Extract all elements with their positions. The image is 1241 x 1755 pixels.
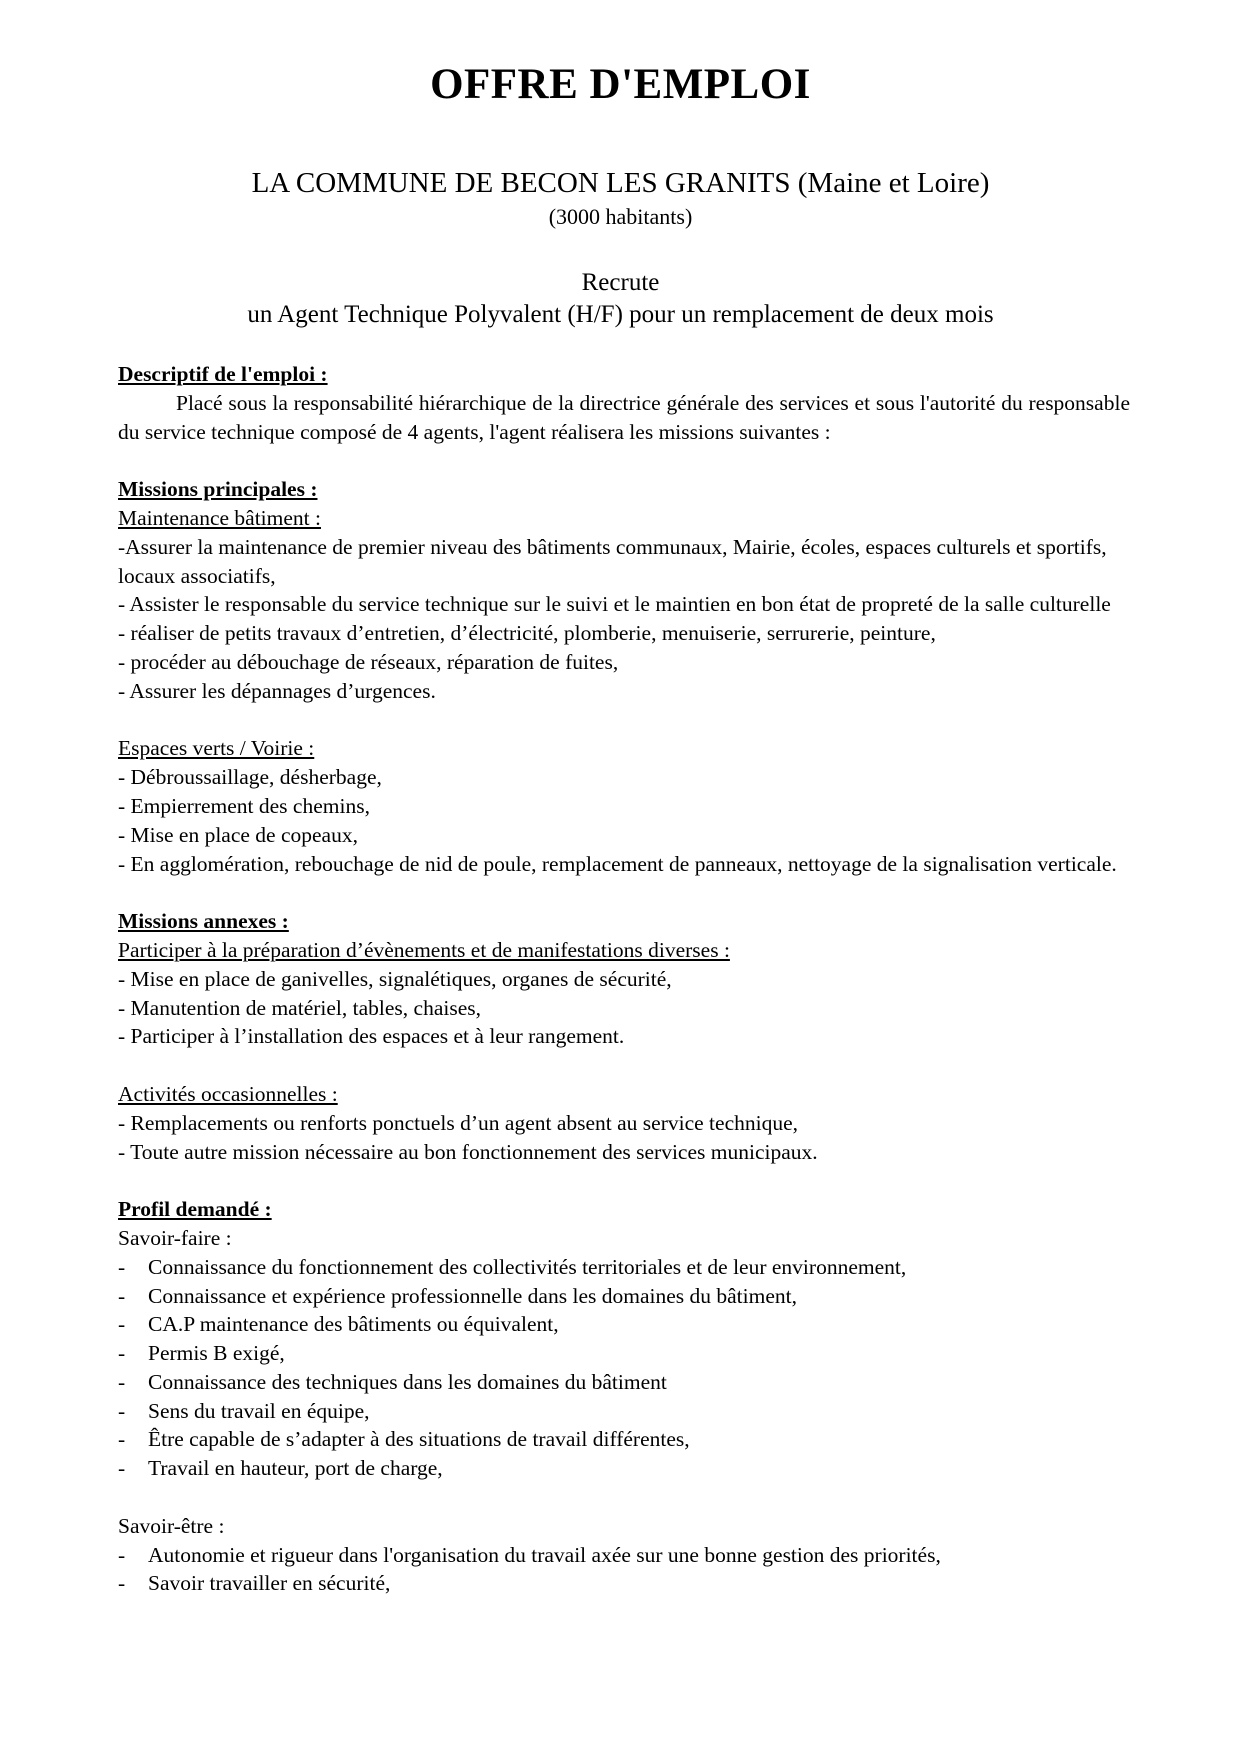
- espaces-verts-item: - En agglomération, rebouchage de nid de poule, remplacement de panneaux, nettoyage de la signalisation verticale.: [118, 851, 1117, 876]
- recruit-verb: Recrute: [581, 269, 660, 296]
- occasionnelles-item: - Remplacements ou renforts ponctuels d’un agent absent au service technique,: [118, 1110, 799, 1135]
- maintenance-item: - procéder au débouchage de réseaux, réparation de fuites,: [118, 649, 619, 674]
- list-dash: -: [118, 1254, 126, 1279]
- savoir-faire-item-text: Être capable de s’adapter à des situations de travail différentes,: [148, 1427, 690, 1452]
- evenements-item: - Mise en place de ganivelles, signalétiques, organes de sécurité,: [118, 966, 672, 991]
- list-dash: -: [118, 1369, 126, 1394]
- savoir-faire-item-text: Connaissance des techniques dans les domaines du bâtiment: [148, 1369, 667, 1394]
- evenements-item: - Manutention de matériel, tables, chaises,: [118, 995, 481, 1020]
- savoir-etre-subheading: Savoir-être :: [118, 1513, 225, 1538]
- savoir-etre-item-text: Savoir travailler en sécurité,: [148, 1571, 391, 1596]
- savoir-faire-item: [118, 1282, 1130, 1311]
- savoir-etre-item: [118, 1569, 1130, 1598]
- savoir-faire-item-text: Connaissance du fonctionnement des collectivités territoriales et de leur environnement,: [148, 1254, 907, 1279]
- maintenance-item: - réaliser de petits travaux d’entretien, d’électricité, plomberie, menuiserie, serrurerie, peinture,: [118, 621, 936, 646]
- descriptif-heading: Descriptif de l'emploi :: [118, 362, 328, 386]
- spacer: [118, 706, 1130, 735]
- list-dash: -: [118, 1456, 126, 1481]
- profil-heading: Profil demandé :: [118, 1197, 272, 1222]
- evenements-item: - Participer à l’installation des espaces et à leur rangement.: [118, 1024, 625, 1049]
- employer-name: LA COMMUNE DE BECON LES GRANITS (Maine et Loire): [251, 167, 990, 199]
- savoir-faire-item: [118, 1425, 1130, 1454]
- spacer: [118, 1166, 1130, 1195]
- savoir-faire-item: [118, 1397, 1130, 1426]
- spacer: [118, 1051, 1130, 1080]
- savoir-etre-item-text: Autonomie et rigueur dans l'organisation du travail axée sur une bonne gestion des priorités,: [148, 1542, 941, 1567]
- espaces-verts-item: - Mise en place de copeaux,: [118, 822, 358, 847]
- savoir-faire-item: [118, 1310, 1130, 1339]
- descriptif-text: Placé sous la responsabilité hiérarchique de la directrice générale des services et sous l'autorité du responsable du service technique composé de 4 agents, l'agent réalisera les missions suivantes :: [118, 390, 1130, 444]
- maintenance-subheading: Maintenance bâtiment :: [118, 505, 321, 530]
- list-dash: -: [118, 1571, 126, 1596]
- position-title: un Agent Technique Polyvalent (H/F) pour un remplacement de deux mois: [247, 301, 994, 328]
- espaces-verts-subheading: Espaces verts / Voirie :: [118, 736, 315, 761]
- list-dash: -: [118, 1341, 126, 1366]
- savoir-faire-item: [118, 1368, 1130, 1397]
- spacer: [118, 446, 1130, 475]
- employer-population: (3000 habitants): [548, 204, 693, 229]
- espaces-verts-item: - Empierrement des chemins,: [118, 793, 370, 818]
- missions-annexes-heading: Missions annexes :: [118, 909, 289, 934]
- offer-body: [118, 360, 1130, 1598]
- page-title: OFFRE D'EMPLOI: [430, 61, 811, 108]
- evenements-subheading: Participer à la préparation d’évènements et de manifestations diverses :: [118, 937, 730, 962]
- maintenance-item: -Assurer la maintenance de premier niveau des bâtiments communaux, Mairie, écoles, espaces culturels et sportifs, locaux associatifs,: [118, 534, 1107, 588]
- occasionnelles-subheading: Activités occasionnelles :: [118, 1081, 338, 1106]
- espaces-verts-item: - Débroussaillage, désherbage,: [118, 765, 382, 790]
- list-dash: -: [118, 1542, 126, 1567]
- savoir-faire-subheading: Savoir-faire :: [118, 1225, 232, 1250]
- missions-principales-heading: Missions principales :: [118, 477, 318, 502]
- occasionnelles-item: - Toute autre mission nécessaire au bon fonctionnement des services municipaux.: [118, 1139, 818, 1164]
- list-dash: -: [118, 1398, 126, 1423]
- savoir-faire-item-text: Travail en hauteur, port de charge,: [148, 1456, 443, 1481]
- savoir-etre-item: [118, 1541, 1130, 1570]
- maintenance-item: - Assurer les dépannages d’urgences.: [118, 678, 436, 703]
- savoir-faire-item: [118, 1454, 1130, 1483]
- spacer: [118, 878, 1130, 907]
- savoir-faire-item-text: CA.P maintenance des bâtiments ou équivalent,: [148, 1312, 559, 1337]
- savoir-faire-item-text: Sens du travail en équipe,: [148, 1398, 370, 1423]
- savoir-faire-item-text: Connaissance et expérience professionnelle dans les domaines du bâtiment,: [148, 1283, 797, 1308]
- savoir-faire-item: [118, 1339, 1130, 1368]
- maintenance-item: - Assister le responsable du service technique sur le suivi et le maintien en bon état de propreté de la salle culturelle: [118, 592, 1111, 617]
- list-dash: -: [118, 1283, 126, 1308]
- spacer: [118, 1483, 1130, 1512]
- list-dash: -: [118, 1312, 126, 1337]
- savoir-faire-item-text: Permis B exigé,: [148, 1341, 285, 1366]
- list-dash: -: [118, 1427, 126, 1452]
- savoir-faire-item: [118, 1253, 1130, 1282]
